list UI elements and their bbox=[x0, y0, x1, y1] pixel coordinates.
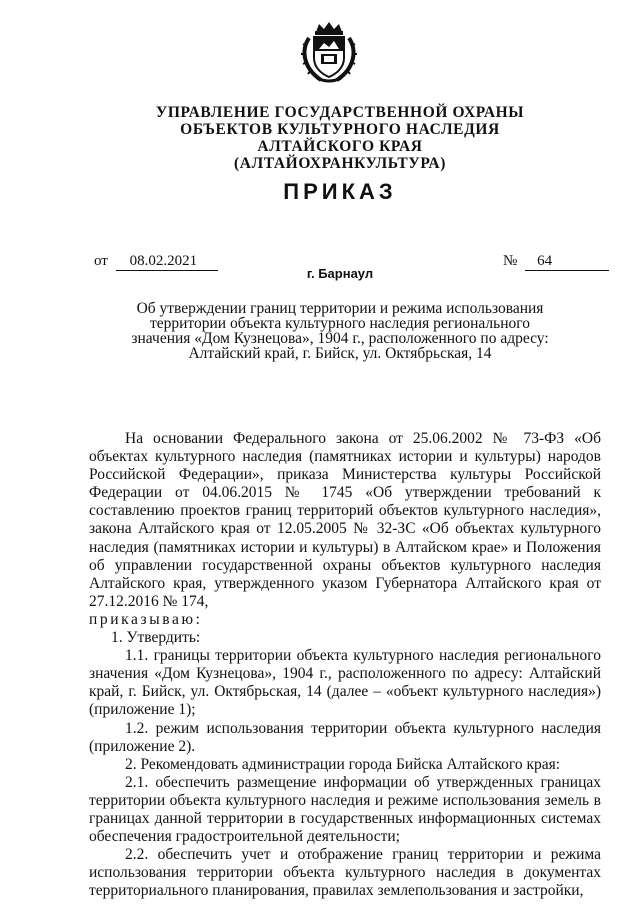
clause-2-2: 2.2. обеспечить учет и отображение границ территории и режима использования территории объекта культурного наследия в документах территориального планирования, правилах землепользования и застройки, bbox=[89, 846, 601, 900]
clause-1-1: 1.1. границы территории объекта культурного наследия регионального значения «Дом Кузнецова», 1904 г., расположенного по адресу: Алтайский край, г. Бийск, ул. Октябрьская, 14 (далее – «объект культурного наследия») (приложение 1); bbox=[89, 647, 601, 719]
coat-of-arms-emblem bbox=[299, 20, 359, 84]
document-subject bbox=[120, 301, 560, 361]
org-name-abbreviation: (АЛТАЙОХРАНКУЛЬТУРА) bbox=[234, 155, 446, 172]
document-type-title: ПРИКАЗ bbox=[283, 179, 397, 204]
document-date: 08.02.2021 bbox=[116, 253, 218, 271]
order-word: приказываю: bbox=[89, 610, 203, 628]
clause-1: 1. Утвердить: bbox=[111, 629, 201, 647]
number-prefix: № bbox=[503, 253, 518, 269]
org-name-line-3: АЛТАЙСКОГО КРАЯ bbox=[257, 138, 423, 155]
clause-1-2: 1.2. режим использования территории объекта культурного наследия (приложение 2). bbox=[89, 719, 601, 755]
subject-line-4: Алтайский край, г. Бийск, ул. Октябрьская, 14 bbox=[188, 345, 492, 362]
preamble-paragraph: На основании Федерального закона от 25.06.2002 № 73-ФЗ «Об объектах культурного наследия (памятниках истории и культуры) народов Российской Федерации», приказа Министерства культуры Российской Федерации от 04.06.2015 № 1745 «Об утверждении требований к составлению проектов границ территорий объектов культурного наследия», закона Алтайского края от 12.05.2005 № 32-ЗС «Об объектах культурного наследия (памятниках истории и культуры) в Алтайском крае» и Положения об управлении государственной охраны объектов культурного наследия Алтайского края, утвержденного указом Губернатора Алтайского края от 27.12.2016 № 174, bbox=[89, 430, 601, 610]
date-prefix: от bbox=[94, 253, 108, 269]
subject-line-2: территории объекта культурного наследия регионального bbox=[149, 315, 531, 332]
org-name-line-1: УПРАВЛЕНИЕ ГОСУДАРСТВЕННОЙ ОХРАНЫ bbox=[155, 104, 525, 121]
org-name-line-2: ОБЪЕКТОВ КУЛЬТУРНОГО НАСЛЕДИЯ bbox=[180, 121, 500, 138]
subject-line-1: Об утверждении границ территории и режима использования bbox=[136, 300, 544, 317]
document-city: г. Барнаул bbox=[306, 266, 374, 281]
document-body bbox=[89, 430, 601, 900]
clause-2-1: 2.1. обеспечить размещение информации об утвержденных границах территории объекта культурного наследия и режиме использования земель в границах данной территории в государственных информационных системах обеспечения градостроительной деятельности; bbox=[89, 773, 601, 846]
subject-line-3: значения «Дом Кузнецова», 1904 г., расположенного по адресу: bbox=[131, 330, 549, 347]
document-number: 64 bbox=[525, 253, 609, 271]
clause-2: 2. Рекомендовать администрации города Бийска Алтайского края: bbox=[125, 755, 561, 773]
